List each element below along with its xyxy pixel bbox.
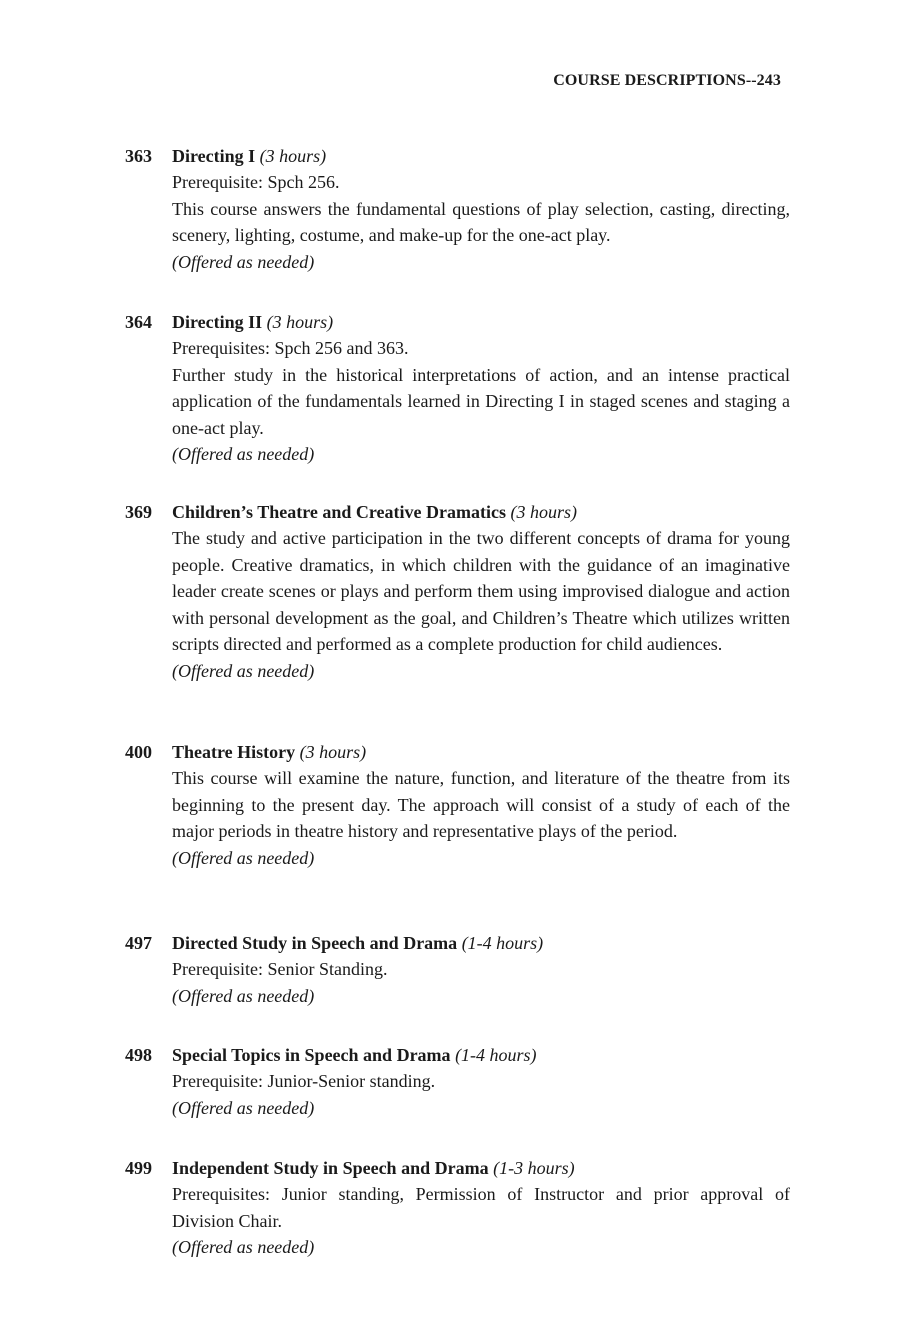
- course-heading: [172, 739, 790, 765]
- course-hours: (3 hours): [299, 742, 367, 762]
- course-number: 498: [125, 1045, 152, 1065]
- course-entry-363: [125, 143, 790, 275]
- running-head: COURSE DESCRIPTIONS--243: [553, 72, 781, 89]
- course-description: Further study in the historical interpretations of action, and an intense practical application of the fundamentals learned in Directing I in staged scenes and staging a one-act play.: [172, 364, 790, 438]
- course-description: This course answers the fundamental questions of play selection, casting, directing, scenery, lighting, costume, and make-up for the one-act play.: [172, 198, 790, 245]
- course-offered: (Offered as needed): [172, 1097, 315, 1118]
- course-entry-400: [125, 739, 790, 871]
- course-entry-498: [125, 1042, 790, 1121]
- course-heading: [172, 1042, 790, 1068]
- course-number: 400: [125, 742, 152, 762]
- course-body: [172, 499, 790, 684]
- course-number: 497: [125, 933, 152, 953]
- course-entry-364: [125, 309, 790, 468]
- course-title: Directing II: [172, 312, 263, 332]
- course-heading: [172, 309, 790, 335]
- course-hours: (1-3 hours): [493, 1158, 575, 1178]
- course-hours: (1-4 hours): [461, 933, 544, 953]
- course-title: Directed Study in Speech and Drama: [172, 933, 458, 953]
- course-body: [172, 739, 790, 871]
- course-prerequisite: Prerequisite: Senior Standing.: [172, 959, 388, 979]
- course-heading: [172, 499, 790, 525]
- course-number: 369: [125, 502, 152, 522]
- course-title: Directing I: [172, 146, 256, 166]
- course-description: The study and active participation in the two different concepts of drama for young people. Creative dramatics, in which children with the guidance of an imaginative leader create scenes or plays and perform them using improvised dialogue and action with personal development as the goal, and Children’s Theatre which utilizes written scripts directed and performed as a complete production for child audiences.: [172, 528, 790, 654]
- course-entry-497: [125, 930, 790, 1009]
- course-hours: (3 hours): [266, 312, 334, 332]
- course-number: 363: [125, 146, 152, 166]
- course-entry-499: [125, 1155, 790, 1261]
- course-title: Children’s Theatre and Creative Dramatics: [172, 502, 506, 522]
- course-offered: (Offered as needed): [172, 985, 315, 1006]
- course-hours: (3 hours): [510, 502, 577, 522]
- course-body: [172, 143, 790, 275]
- course-number: 364: [125, 312, 152, 332]
- course-body: [172, 1042, 790, 1121]
- course-prerequisite: Prerequisite: Junior-Senior standing.: [172, 1071, 436, 1091]
- course-offered: (Offered as needed): [172, 444, 315, 464]
- course-description: This course will examine the nature, function, and literature of the theatre from its beginning to the present day. The approach will consist of a study of each of the major periods in theatre history and representative plays of the period.: [172, 768, 790, 841]
- course-offered: (Offered as needed): [172, 847, 315, 868]
- course-prerequisite: Prerequisites: Spch 256 and 363.: [172, 338, 409, 358]
- course-body: [172, 930, 790, 1009]
- course-prerequisite: Prerequisite: Spch 256.: [172, 172, 340, 192]
- course-title: Theatre History: [172, 742, 296, 762]
- course-title: Special Topics in Speech and Drama: [172, 1045, 451, 1065]
- course-title: Independent Study in Speech and Drama: [172, 1158, 489, 1178]
- course-heading: [172, 1155, 790, 1181]
- course-hours: (1-4 hours): [455, 1045, 537, 1065]
- course-body: [172, 1155, 790, 1261]
- course-heading: [172, 930, 790, 956]
- course-offered: (Offered as needed): [172, 1237, 315, 1257]
- course-offered: (Offered as needed): [172, 660, 315, 681]
- course-body: [172, 309, 790, 468]
- course-prerequisite: Prerequisites: Junior standing, Permission of Instructor and prior approval of Division Chair.: [172, 1184, 790, 1231]
- course-number: 499: [125, 1158, 152, 1178]
- course-entry-369: [125, 499, 790, 684]
- course-offered: (Offered as needed): [172, 251, 315, 272]
- course-hours: (3 hours): [259, 146, 327, 166]
- course-heading: [172, 143, 790, 169]
